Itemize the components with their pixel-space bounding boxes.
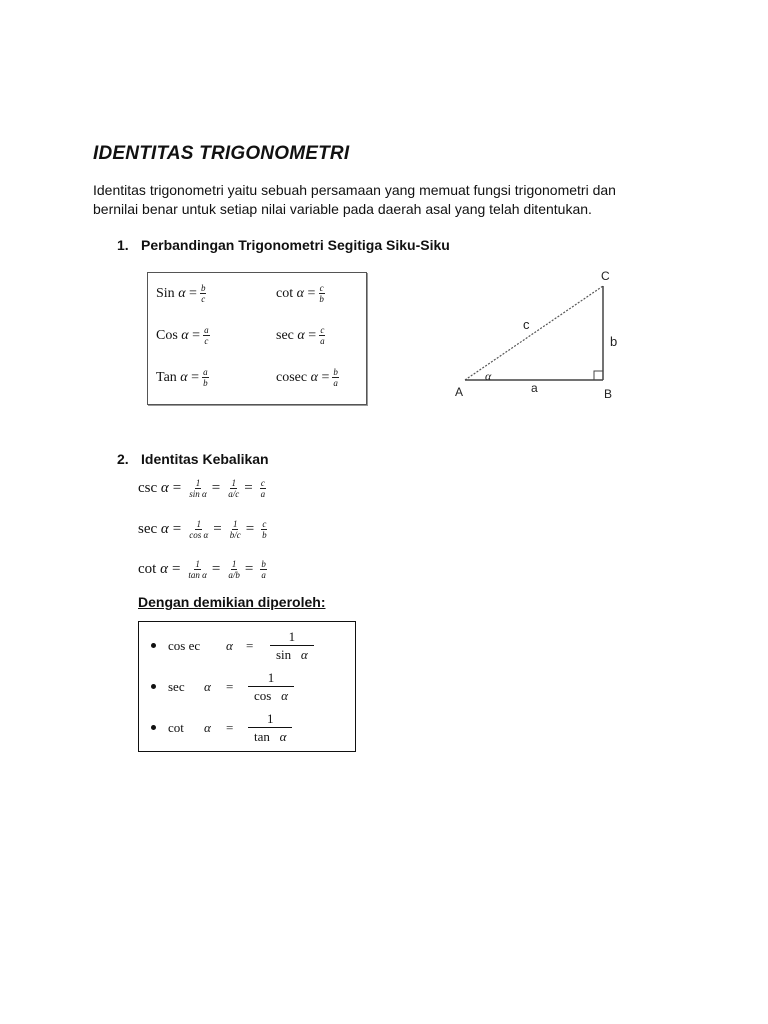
equals-sign: = — [246, 637, 254, 653]
fraction — [261, 519, 268, 540]
identity-fn: sec — [138, 521, 158, 537]
alpha-symbol: α — [204, 719, 211, 735]
equals-sign: = — [172, 480, 182, 496]
denominator — [248, 728, 292, 745]
denominator: c — [204, 336, 209, 346]
right-angle-marker — [594, 371, 603, 380]
fraction — [260, 478, 267, 499]
denominator: b — [262, 530, 267, 540]
section-1-title: Perbandingan Trigonometri Segitiga Siku-Siku — [141, 237, 450, 253]
denominator: a — [333, 378, 338, 388]
denominator: a — [261, 570, 266, 580]
conclusion-note: Dengan demikian diperoleh: — [138, 594, 326, 610]
numerator: 1 — [231, 478, 236, 488]
numerator: c — [320, 325, 325, 335]
ratio-tan-fn: Tan — [156, 369, 177, 385]
fraction — [188, 519, 209, 540]
equals-sign: = — [211, 480, 221, 496]
section-1-number: 1. — [117, 237, 129, 253]
alpha-symbol: α — [279, 729, 287, 744]
result-box — [138, 621, 356, 752]
denominator: b/c — [229, 530, 241, 540]
ratio-cos-fn: Cos — [156, 327, 178, 343]
numerator: b — [200, 283, 206, 293]
hypotenuse-c — [465, 286, 603, 380]
numerator: 1 — [248, 669, 294, 687]
alpha-symbol: α — [160, 480, 169, 496]
alpha-symbol: α — [310, 369, 318, 385]
label-side-b: b — [610, 334, 618, 349]
fraction — [248, 669, 294, 704]
intro-paragraph: Identitas trigonometri yaitu sebuah persamaan yang memuat fungsi trigonometri dan bernilai benar untuk setiap nilai variable pada daerah asal yang telah ditentukan. — [93, 182, 616, 217]
bullet — [151, 725, 156, 730]
fraction — [203, 325, 210, 346]
denominator: a — [320, 336, 325, 346]
identity-fn: csc — [138, 480, 158, 496]
denominator: c — [201, 294, 206, 304]
equals-sign: = — [172, 521, 182, 537]
result-cosec — [151, 628, 314, 663]
numerator: 1 — [248, 710, 292, 728]
numerator: 1 — [231, 559, 237, 569]
label-A: A — [455, 385, 464, 399]
result-cot — [151, 710, 292, 745]
ratio-sin: Sin α = $\frac{b}{c}$ — [156, 283, 206, 304]
ratio-sin-fn: Sin — [156, 285, 175, 301]
result-sec — [151, 669, 294, 704]
denominator: sin α — [189, 489, 207, 499]
fraction — [332, 367, 339, 388]
section-2-title: Identitas Kebalikan — [141, 451, 269, 467]
ratio-cot: cot α = $\frac{c}{b}$ — [276, 283, 324, 304]
fraction — [202, 367, 209, 388]
numerator: 1 — [195, 559, 200, 569]
identity-csc — [138, 478, 266, 499]
alpha-symbol: α — [226, 637, 233, 653]
numerator: b — [333, 367, 338, 377]
numerator: c — [260, 478, 265, 488]
numerator: b — [261, 559, 266, 569]
fraction — [227, 478, 240, 499]
equals-sign: = — [244, 480, 253, 496]
ratio-sec-fn: sec — [276, 327, 294, 343]
denominator-fn: cos — [254, 688, 272, 703]
alpha-symbol: α — [181, 327, 189, 343]
result-fn: cos ec — [168, 637, 201, 653]
denominator-fn: tan — [254, 729, 270, 744]
denominator: a/b — [228, 570, 240, 580]
denominator: tan α — [188, 570, 207, 580]
numerator: 1 — [196, 519, 201, 529]
section-1-heading — [117, 237, 450, 253]
alpha-symbol: α — [160, 561, 168, 577]
ratio-cosec: cosec α = $\frac{b}{a}$ — [276, 367, 338, 388]
fraction — [187, 559, 207, 580]
denominator-fn: sin — [276, 647, 292, 662]
equals-sign: = — [226, 678, 234, 694]
alpha-symbol: α — [281, 688, 288, 703]
identity-fn: cot — [138, 561, 157, 577]
ratio-tan: Tan α = $\frac{a}{b}$ — [156, 367, 208, 388]
numerator: 1 — [232, 519, 238, 529]
label-side-a: a — [531, 381, 538, 395]
identity-cot — [138, 559, 267, 580]
fraction — [229, 519, 242, 540]
equals-sign: = — [213, 521, 222, 537]
ratio-box — [147, 272, 367, 405]
equals-sign: = — [226, 719, 234, 735]
result-fn: cot — [168, 719, 184, 735]
numerator: c — [319, 283, 324, 293]
alpha-symbol: α — [297, 327, 305, 343]
right-triangle-diagram — [445, 262, 635, 407]
fraction — [319, 325, 326, 346]
numerator: a — [204, 325, 209, 335]
page-title: IDENTITAS TRIGONOMETRI — [93, 143, 350, 164]
alpha-symbol: α — [178, 285, 186, 301]
denominator — [270, 646, 314, 663]
denominator: b — [203, 378, 208, 388]
numerator: a — [203, 367, 208, 377]
ratio-cos: Cos α = $\frac{a}{c}$ — [156, 325, 209, 346]
numerator: c — [262, 519, 267, 529]
label-side-c: c — [523, 317, 530, 332]
denominator: cos α — [189, 530, 209, 540]
result-fn: sec — [168, 678, 185, 694]
equals-sign: = — [171, 561, 181, 577]
alpha-symbol: α — [296, 285, 304, 301]
identity-sec — [138, 519, 268, 540]
section-2-number: 2. — [117, 451, 129, 467]
ratio-cot-fn: cot — [276, 285, 294, 301]
denominator: a — [260, 489, 266, 499]
fraction — [227, 559, 241, 580]
equals-sign: = — [245, 521, 255, 537]
fraction — [318, 283, 325, 304]
equals-sign: = — [244, 561, 254, 577]
alpha-symbol: α — [300, 647, 308, 662]
alpha-symbol: α — [160, 521, 169, 537]
denominator — [248, 687, 294, 704]
label-B: B — [604, 387, 613, 401]
alpha-symbol: α — [180, 369, 188, 385]
numerator: 1 — [195, 478, 201, 488]
denominator: a/c — [228, 489, 240, 499]
fraction — [260, 559, 267, 580]
label-C: C — [601, 269, 610, 283]
fraction — [200, 283, 207, 304]
bullet — [151, 643, 156, 648]
ratio-cosec-fn: cosec — [276, 369, 308, 385]
fraction — [270, 628, 314, 663]
denominator: b — [319, 294, 324, 304]
bullet — [151, 684, 156, 689]
fraction — [188, 478, 207, 499]
fraction — [248, 710, 292, 745]
alpha-symbol: α — [204, 678, 211, 694]
numerator: 1 — [270, 628, 314, 646]
equals-sign: = — [211, 561, 221, 577]
ratio-sec: sec α = $\frac{c}{a}$ — [276, 325, 325, 346]
section-2-heading — [117, 451, 269, 467]
label-angle-alpha: α — [485, 369, 492, 383]
